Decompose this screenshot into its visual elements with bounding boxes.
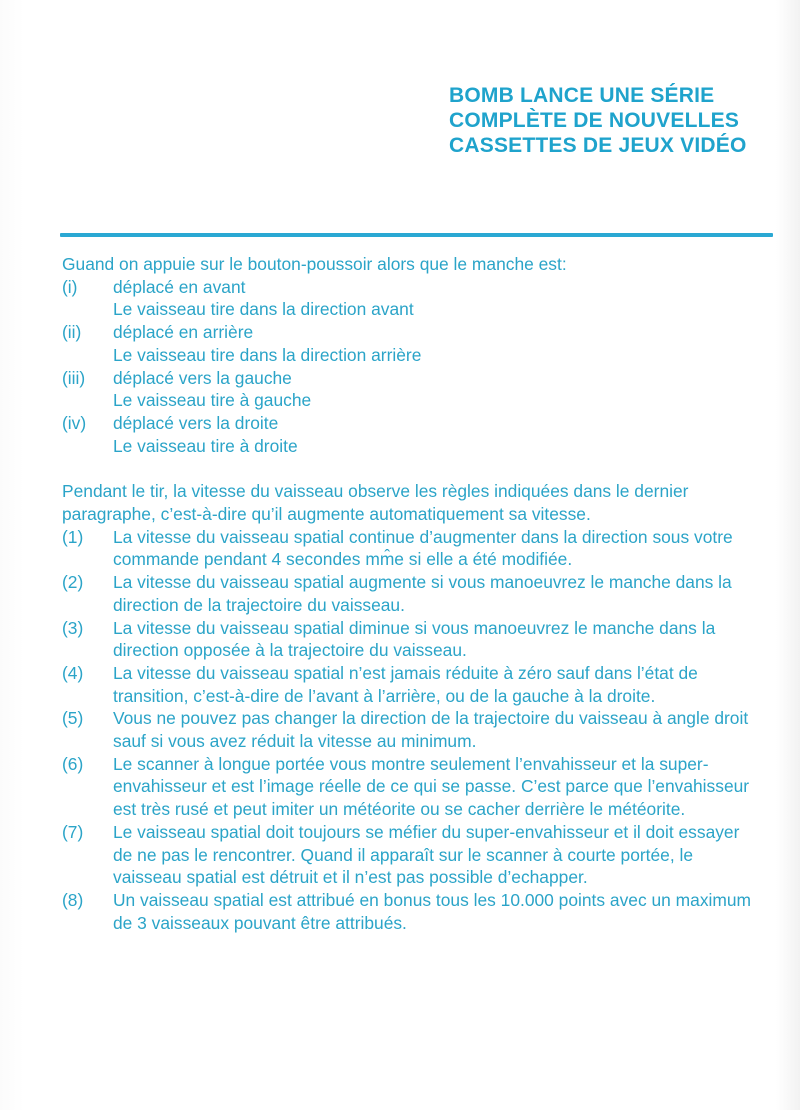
rule-item (62, 753, 752, 821)
page-heading (449, 83, 747, 158)
item-direction: déplacé en avant (113, 276, 246, 297)
item-number: (i) (62, 276, 78, 297)
rule-text: Vous ne pouvez pas changer la direction de la trajectoire du vaisseau à angle droit sauf si vous avez réduit la vitesse au minimum. (113, 708, 749, 752)
rule-number: (7) (62, 821, 84, 842)
item-direction: déplacé vers la droite (113, 412, 279, 433)
item-direction: déplacé en arrière (113, 322, 254, 343)
divider-rule (60, 233, 773, 237)
rule-item (62, 662, 752, 707)
rule-text: La vitesse du vaisseau spatial continue d’augmenter dans la direction sous votre commande pendant 4 secondes mm̂e si elle a été modifiée. (113, 526, 733, 570)
item-number: (iv) (62, 412, 87, 433)
item-result: Le vaisseau tire dans la direction arrière (113, 344, 422, 365)
rule-item (62, 526, 752, 571)
list-item (62, 321, 752, 344)
item-number: (ii) (62, 322, 82, 343)
rule-text: La vitesse du vaisseau spatial diminue si vous manoeuvrez le manche dans la direction opposée à la trajectoire du vaisseau. (113, 617, 716, 661)
rule-item (62, 707, 752, 752)
rule-number: (8) (62, 889, 84, 910)
item-result: Le vaisseau tire à gauche (113, 390, 312, 411)
rule-number: (6) (62, 753, 84, 774)
rule-number: (3) (62, 617, 84, 638)
rule-text: La vitesse du vaisseau spatial n’est jamais réduite à zéro sauf dans l’état de transition, c’est-à-dire de l’avant à l’arrière, ou de la gauche à la droite. (113, 662, 698, 706)
heading-line-1: BOMB LANCE UNE SÉRIE (449, 84, 715, 107)
rule-number: (5) (62, 708, 84, 729)
paragraph-gap (62, 457, 752, 480)
rule-text: Le scanner à longue portée vous montre seulement l’envahisseur et la super-envahisseur et est l’image réelle de ce qui se passe. C’est parce que l’envahisseur est très rusé et peut imiter un météorite ou se cacher derrière le météorite. (113, 753, 750, 820)
rule-item (62, 571, 752, 616)
rule-number: (4) (62, 662, 84, 683)
list-item (62, 276, 752, 299)
item-direction: déplacé vers la gauche (113, 367, 292, 388)
speed-intro: Pendant le tir, la vitesse du vaisseau observe les règles indiquées dans le dernier paragraphe, c’est-à-dire qu’il augmente automatiquement sa vitesse. (62, 481, 689, 525)
heading-line-3: CASSETTES DE JEUX VIDÉO (449, 134, 747, 157)
rule-item (62, 889, 752, 934)
item-result: Le vaisseau tire dans la direction avant (113, 299, 414, 320)
list-item (62, 412, 752, 435)
body-text (62, 253, 752, 934)
fire-intro: Guand on appuie sur le bouton-poussoir alors que le manche est: (62, 254, 567, 274)
item-number: (iii) (62, 367, 86, 388)
rule-text: Le vaisseau spatial doit toujours se méfier du super-envahisseur et il doit essayer de ne pas le rencontrer. Quand il apparaît sur le scanner à courte portée, le vaisseau spatial est détruit et il n’est pas possible d’echapper. (113, 821, 740, 888)
list-item (62, 367, 752, 390)
rule-number: (2) (62, 572, 84, 593)
item-result: Le vaisseau tire à droite (113, 435, 298, 456)
rule-number: (1) (62, 526, 84, 547)
rule-item (62, 821, 752, 889)
rule-text: Un vaisseau spatial est attribué en bonus tous les 10.000 points avec un maximum de 3 vaisseaux pouvant être attribués. (113, 889, 752, 933)
rule-item (62, 617, 752, 662)
heading-line-2: COMPLÈTE DE NOUVELLES (449, 109, 740, 132)
rule-text: La vitesse du vaisseau spatial augmente si vous manoeuvrez le manche dans la direction de la trajectoire du vaisseau. (113, 572, 732, 615)
